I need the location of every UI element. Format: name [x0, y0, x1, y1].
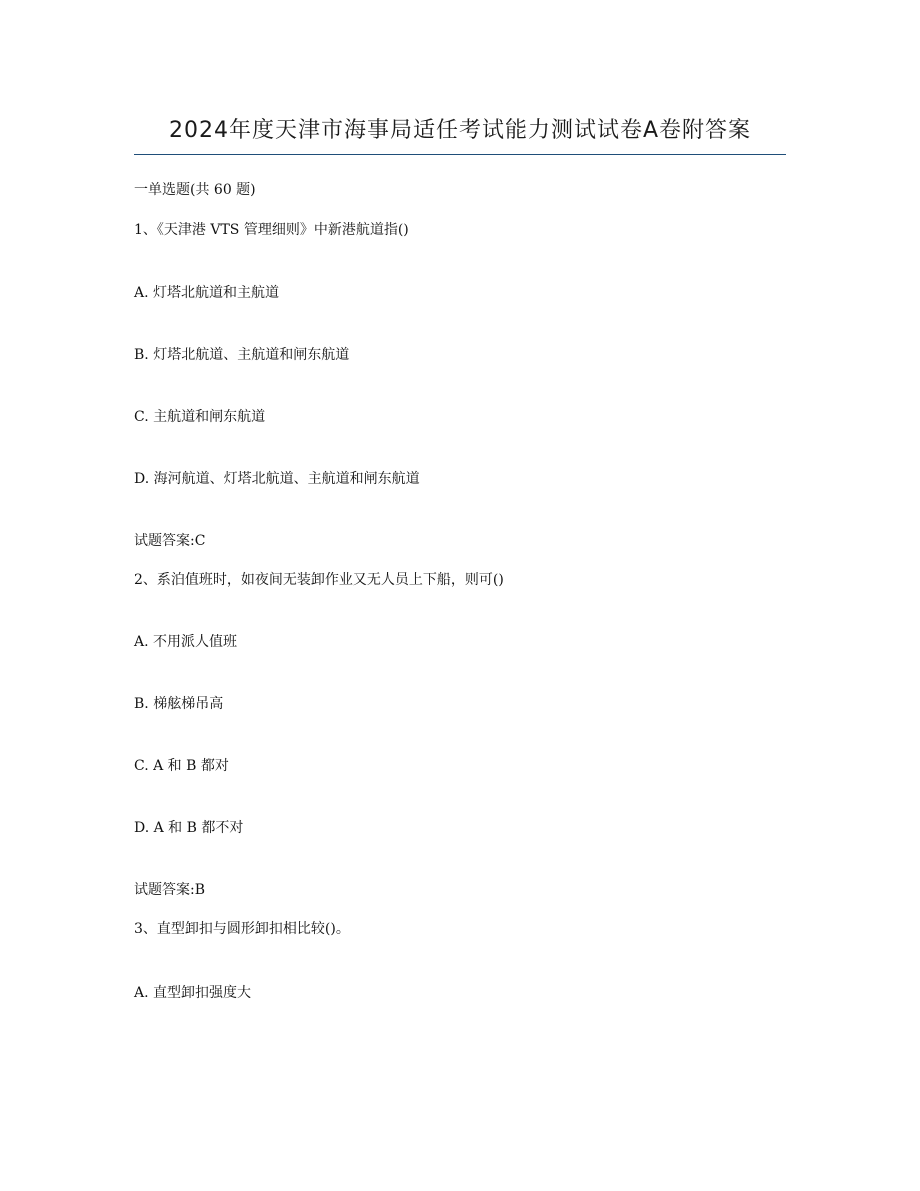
- question-answer: 试题答案:C: [134, 533, 206, 549]
- question-option: D. A 和 B 都不对: [134, 820, 244, 836]
- question-option: B. 梯舷梯吊高: [134, 696, 224, 712]
- question-stem: 3、直型卸扣与圆形卸扣相比较()。: [134, 921, 350, 937]
- question-stem: 2、系泊值班时，如夜间无装卸作业又无人员上下船，则可(): [134, 572, 504, 588]
- question-option: B. 灯塔北航道、主航道和闸东航道: [134, 347, 350, 363]
- question-option: C. A 和 B 都对: [134, 758, 229, 774]
- question-option: D. 海河航道、灯塔北航道、主航道和闸东航道: [134, 471, 420, 487]
- question-stem: 1、《天津港 VTS 管理细则》中新港航道指(): [134, 222, 409, 238]
- document-title: 2024年度天津市海事局适任考试能力测试试卷A卷附答案: [168, 118, 752, 143]
- question-option: A. 直型卸扣强度大: [134, 985, 252, 1001]
- question-option: A. 不用派人值班: [134, 634, 238, 650]
- section-heading: 一单选题(共 60 题): [134, 182, 256, 198]
- question-answer: 试题答案:B: [134, 882, 206, 898]
- question-option: A. 灯塔北航道和主航道: [134, 285, 280, 301]
- title-divider: [134, 154, 786, 155]
- question-option: C. 主航道和闸东航道: [134, 409, 266, 425]
